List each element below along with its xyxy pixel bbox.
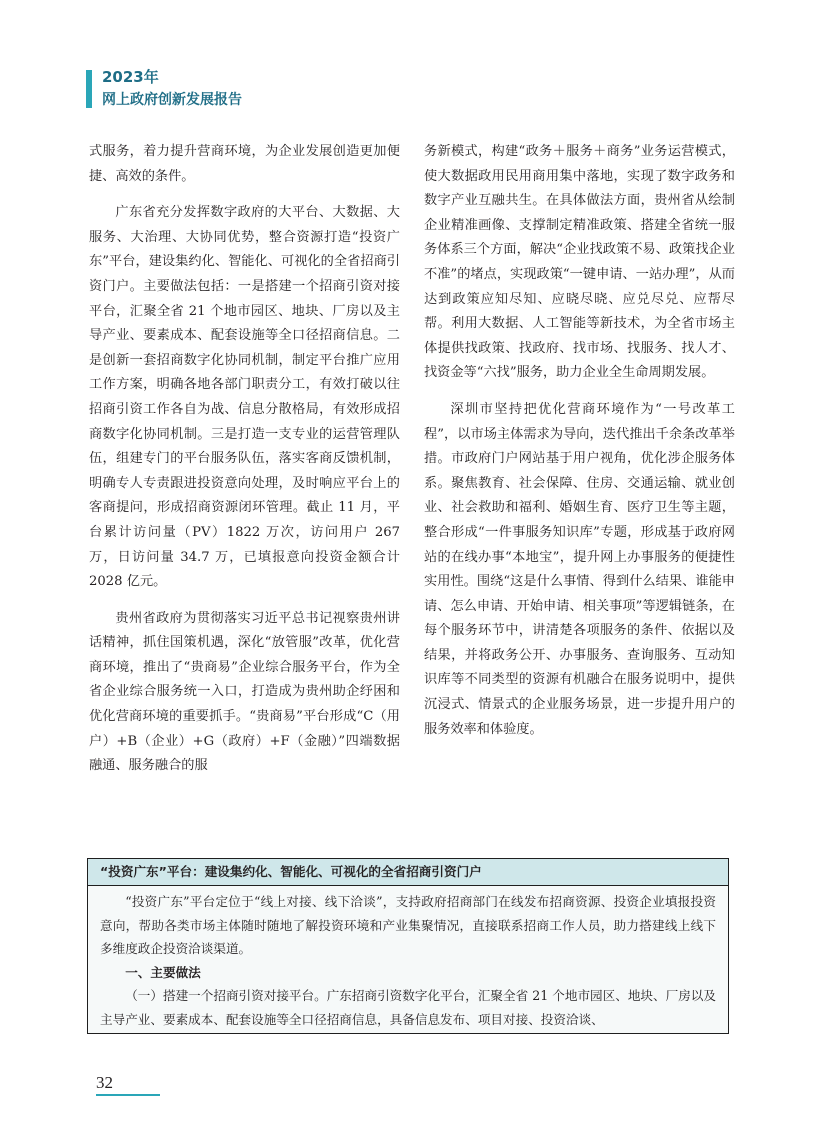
case-box <box>87 858 729 1034</box>
case-box-intro: “投资广东”平台定位于“线上对接、线下洽谈”，支持政府招商部门在线发布招商资源、投资企业填报投资意向，帮助各类市场主体随时随地了解投资环境和产业集聚情况，直接联系招商工作人员，助力搭建线上线下多维度政企投资洽谈渠道。 <box>100 894 716 957</box>
right-column <box>424 140 735 742</box>
case-box-title: “投资广东”平台：建设集约化、智能化、可视化的全省招商引资门户 <box>88 859 728 886</box>
header-accent-bar <box>86 70 92 108</box>
paragraph-guangdong: 广东省充分发挥数字政府的大平台、大数据、大服务、大治理、大协同优势，整合资源打造“投资广东”平台，建设集约化、智能化、可视化的全省招商引资门户。主要做法包括：一是搭建一个招商引资对接平台，汇聚全省 21 个地市园区、地块、厂房以及主导产业、要素成本、配套设施等全口径招商信息。二是创新一套招商数字化协同机制，制定平台推广应用工作方案，明确各地各部门职责分工，有效打破以往招商引资工作各自为战、信息分散格局，有效形成招商数字化协同机制。三是打造一支专业的运营管理队伍，组建专门的平台服务队伍，落实客商反馈机制，明确专人专责跟进投资意向处理，及时响应平台上的客商提问，形成招商资源闭环管理。截止 11 月，平台累计访问量（PV）1822 万次，访问用户 267 万，日访问量 34.7 万，已填报意向投资金额合计 2028 亿元。 <box>89 205 400 590</box>
page-number-underline <box>96 1094 160 1096</box>
case-box-body <box>88 886 728 1032</box>
page-number: 32 <box>96 1073 113 1092</box>
header-title: 网上政府创新发展报告 <box>102 92 242 108</box>
case-box-subheading: 一、主要做法 <box>125 964 201 980</box>
paragraph-continuation: 式服务，着力提升营商环境，为企业发展创造更加便捷、高效的条件。 <box>89 144 400 184</box>
left-column <box>89 140 400 779</box>
case-box-point: （一）搭建一个招商引资对接平台。广东招商引资数字化平台，汇聚全省 21 个地市园区、地块、厂房以及主导产业、要素成本、配套设施等全口径招商信息，具备信息发布、项目对接、投资洽谈、 <box>100 988 716 1027</box>
paragraph-guizhou-continued: 务新模式，构建“政务＋服务＋商务”业务运营模式，使大数据政用民用商用集中落地，实现了数字政务和数字产业互融共生。在具体做法方面，贵州省从绘制企业精准画像、支撑制定精准政策、搭建全省统一服务体系三个方面，解决“企业找政策不易、政策找企业不准”的堵点，实现政策“一键申请、一站办理”，从而达到政策应知尽知、应晓尽晓、应兑尽兑、应帮尽帮。利用大数据、人工智能等新技术，为全省市场主体提供找政策、找政府、找市场、找服务、找人才、找资金等“六找”服务，助力企业全生命周期发展。 <box>424 144 735 381</box>
paragraph-shenzhen: 深圳市坚持把优化营商环境作为“一号改革工程”，以市场主体需求为导向，迭代推出千余条改革举措。市政府门户网站基于用户视角，优化涉企服务体系。聚焦教育、社会保障、住房、交通运输、就业创业、社会救助和福利、婚姻生育、医疗卫生等主题，整合形成“一件事服务知识库”专题，形成基于政府网站的在线办事“本地宝”，提升网上办事服务的便捷性实用性。围绕“这是什么事情、得到什么结果、谁能申请、怎么申请、开始申请、相关事项”等逻辑链条，在每个服务环节中，讲清楚各项服务的条件、依据以及结果，并将政务公开、办事服务、查询服务、互动知识库等不同类型的资源有机融合在服务说明中，提供沉浸式、情景式的企业服务场景，进一步提升用户的服务效率和体验度。 <box>424 401 735 737</box>
header-year: 2023年 <box>102 68 159 86</box>
paragraph-guizhou: 贵州省政府为贯彻落实习近平总书记视察贵州讲话精神，抓住国策机遇，深化“放管服”改革，优化营商环境，推出了“贵商易”企业综合服务平台，作为全省企业综合服务统一入口，打造成为贵州助企纾困和优化营商环境的重要抓手。“贵商易”平台形成“C（用户）+B（企业）+G（政府）+F（金融）”四端数据融通、服务融合的服 <box>89 610 400 774</box>
